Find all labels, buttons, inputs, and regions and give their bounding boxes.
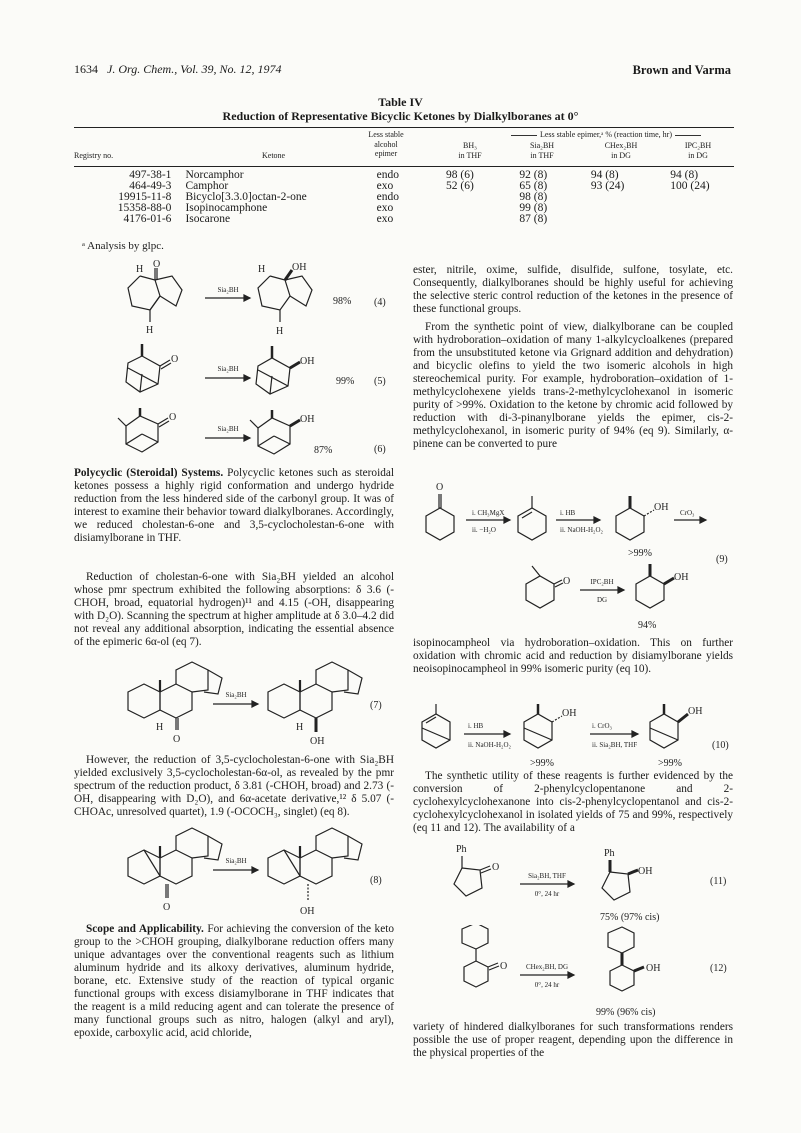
table-cell — [670, 214, 734, 225]
eq5-number: (5) — [374, 376, 386, 387]
eq4-yield: 98% — [333, 296, 352, 307]
paragraph-isopinocampheol: isopinocampheol via hydroboration–oxidation. This on further oxidation with chromic acid and reduction by disiamylborane yields neoisopinocampheol in 99% isomeric purity (eq 10). — [413, 637, 733, 676]
svg-text:O: O — [171, 354, 179, 365]
scheme-eq9 — [410, 476, 740, 636]
eq9-yield2: 94% — [638, 620, 657, 631]
svg-text:OH: OH — [300, 414, 315, 425]
span-rule-right — [675, 135, 701, 136]
table-caption — [0, 95, 801, 123]
paragraph-functional-groups: ester, nitrile, oxime, sulfide, disulfide, sulfone, tosylate, etc. Consequently, dialkylboranes should be highly useful for achieving the selective steric control reduction of the ketones in the presence of these functional groups. — [413, 264, 733, 316]
svg-text:H: H — [276, 326, 284, 337]
svg-text:H: H — [146, 325, 154, 336]
bicyclooctanol-structure — [258, 270, 312, 322]
table-cell: Norcamphor — [185, 169, 244, 181]
eq6-reagent: Sia₂BH — [217, 425, 239, 433]
scheme-eq8 — [100, 826, 400, 921]
table-cell: 52 (6) — [445, 180, 474, 192]
isocarone-structure — [118, 408, 169, 452]
svg-text:OH: OH — [562, 708, 577, 719]
col-header-chex2bh: CHex₂BH in DG — [604, 141, 638, 160]
eq10-yield1: >99% — [530, 758, 554, 769]
table-cell: exo — [376, 180, 394, 192]
svg-text:O: O — [153, 259, 161, 270]
svg-text:O: O — [500, 961, 508, 972]
eq9-step2a: i. HB — [560, 509, 576, 517]
eq10-yield2: >99% — [658, 758, 682, 769]
cyclocholestanol-structure — [268, 828, 362, 900]
scheme-eq4-6 — [110, 258, 410, 463]
trans-methylcyclohexanol-structure — [616, 496, 654, 540]
col-header-sia2bh: Sia₂BH in THF — [529, 141, 555, 160]
methylcyclohexene-structure — [518, 496, 546, 540]
table-row — [74, 192, 734, 203]
isocaranol-structure — [250, 410, 300, 454]
eq6-number: (6) — [374, 444, 386, 455]
eq9-step1b: ii. −H₂O — [472, 526, 496, 534]
table-title: Table IV — [378, 95, 423, 109]
svg-text:O: O — [563, 576, 571, 587]
table-row — [74, 181, 734, 192]
svg-text:H: H — [258, 264, 266, 275]
table-row — [74, 214, 734, 225]
table-cell — [446, 214, 519, 225]
svg-text:Ph: Ph — [604, 848, 615, 859]
paragraph-hindered-dialkylboranes: variety of hindered dialkylboranes for such transformations renders possible the use of proper reagent, depending upon the difference in the physical properties of the — [413, 1021, 733, 1060]
eq4-reagent: Sia₂BH — [217, 286, 239, 294]
svg-text:O: O — [492, 862, 500, 873]
methylcyclohexanone-structure — [526, 566, 563, 608]
paragraph-cholestanone: Reduction of cholestan-6-one with Sia₂BH yielded an alcohol whose pmr spectrum exhibited the following absorptions: δ 3.6 (-CHOH, broad, equatorial hydrogen)¹¹ and 4.15 (-OH, disappearing with D₂O). Scanning the spectrum at higher amplitude at δ 3.0–4.2 did not reveal any additional absorption, indicating the essential absence of the epimeric 6α-ol (eq 7). — [74, 571, 394, 649]
eq6-yield: 87% — [314, 445, 333, 456]
col-header-ketone: Ketone — [262, 151, 286, 160]
camphor-structure — [126, 344, 171, 392]
svg-text:O: O — [436, 482, 444, 493]
span-rule-left — [511, 135, 537, 136]
svg-text:O: O — [163, 902, 171, 913]
data-table — [74, 170, 734, 225]
eq9-step2b: ii. NaOH-H₂O₂ — [560, 526, 603, 534]
svg-text:OH: OH — [674, 572, 689, 583]
scheme-eq11 — [410, 840, 740, 926]
scheme-eq12 — [410, 925, 740, 1020]
eq7-reagent: Sia₂BH — [225, 691, 247, 699]
col-header-alcohol: Less stable alcohol epimer — [368, 130, 404, 158]
table-cell: 92 (8) — [519, 169, 548, 181]
eq10-step2a: i. CrO₃ — [592, 722, 612, 730]
eq11-reagent: Sia₂BH, THF — [528, 872, 566, 880]
eq4-number: (4) — [374, 297, 386, 308]
cis-phenylcyclopentanol-structure — [602, 860, 638, 900]
eq11-number: (11) — [710, 876, 727, 887]
table-cell — [591, 203, 670, 214]
table-cell: 94 (8) — [590, 169, 619, 181]
table-cell: 100 (24) — [670, 180, 710, 192]
table-cell: 497-38-1 — [129, 169, 172, 181]
eq11-yield: 75% (97% cis) — [600, 912, 660, 923]
table-cell: Bicyclo[3.3.0]octan-2-one — [185, 191, 307, 203]
alpha-pinene-structure — [422, 704, 450, 748]
table-top-rule — [74, 127, 734, 128]
svg-text:OH: OH — [646, 963, 661, 974]
cholestanone-structure — [128, 662, 222, 730]
journal-citation: J. Org. Chem., Vol. 39, No. 12, 1974 — [107, 62, 282, 76]
table-cell: exo — [376, 213, 394, 225]
eq9-step3: CrO₃ — [680, 509, 695, 517]
cyclohexylcyclohexanone-structure — [462, 925, 499, 987]
table-footnote: ᵃ Analysis by glpc. — [82, 240, 164, 252]
table-cell: 15358-88-0 — [117, 202, 172, 214]
table-cell: Camphor — [185, 180, 229, 192]
eq10-step2b: ii. Sia₂BH, THF — [592, 741, 638, 749]
table-cell: 93 (24) — [590, 180, 625, 192]
cis-cyclohexylcyclohexanol-structure — [608, 927, 644, 991]
table-subtitle: Reduction of Representative Bicyclic Ketones by Dialkylboranes at 0° — [222, 109, 579, 123]
table-cell: 464-49-3 — [129, 180, 172, 192]
bicyclooctanone-structure — [128, 268, 182, 322]
eq9-reagent2: IPC₂BH — [590, 578, 614, 586]
table-cell — [670, 192, 734, 203]
table-cell: endo — [376, 169, 399, 181]
scheme-eq7 — [100, 660, 400, 752]
svg-text:OH: OH — [300, 906, 315, 917]
paragraph-synthetic: From the synthetic point of view, dialkylborane can be coupled with hydroboration–oxidation of many 1-alkylcycloalkenes (prepared from the unsubstituted ketone via Grignard addition and dehydration) and bicyclic olefins to yield the two isomeric alcohols in high stereochemical purity. For example, hydroboration–oxidation of 1-methylcyclohexene yields trans-2-methylcyclohexanol in isomeric purity of >99%. Oxidation to the ketone by chromic acid followed by reduction with di-3-pinanylborane yields the epimer, cis-2-methylcyclohexanol, in isomeric purity of 94% (eq 9). Similarly, α-pinene can be converted to pure — [413, 321, 733, 451]
table-cell — [591, 214, 670, 225]
neoisopinocampheol-structure — [650, 704, 688, 748]
eq9-solvent2: DG — [596, 596, 608, 604]
eq8-reagent: Sia₂BH — [225, 857, 247, 865]
table-cell — [591, 192, 670, 203]
isoborneol-structure — [256, 346, 300, 394]
isopinocampheol-structure — [524, 704, 562, 748]
svg-text:H: H — [136, 264, 144, 275]
svg-text:OH: OH — [654, 502, 669, 513]
svg-text:O: O — [173, 734, 181, 745]
table-cell: Isopinocamphone — [185, 202, 268, 214]
table-header-rule — [74, 166, 734, 167]
svg-text:OH: OH — [292, 262, 307, 273]
svg-text:H: H — [296, 722, 304, 733]
svg-text:OH: OH — [688, 706, 703, 717]
table-cell: 19915-11-8 — [118, 191, 172, 203]
table-cell: 65 (8) — [519, 180, 548, 192]
eq5-reagent: Sia₂BH — [217, 365, 239, 373]
paragraph-synthetic-utility: The synthetic utility of these reagents is further evidenced by the conversion of 2-phenylcyclopentanone and 2-cyclohexylcyclohexanone into cis-2-phenylcyclopentanol and cis-2-cyclohexylcyclohexanol in isolated yields of 75 and 99%, respectively (eq 11 and 12). The availability of a — [413, 770, 733, 835]
svg-text:O: O — [169, 412, 177, 423]
table-cell: Isocarone — [185, 213, 231, 225]
eq10-number: (10) — [712, 740, 729, 751]
page-number: 1634 — [74, 62, 98, 76]
svg-text:OH: OH — [310, 736, 325, 747]
eq11-conditions: 0°, 24 hr — [534, 890, 560, 898]
eq5-yield: 99% — [336, 376, 355, 387]
svg-text:H: H — [156, 722, 164, 733]
table-cell: endo — [376, 191, 399, 203]
eq9-yield1: >99% — [628, 548, 652, 559]
col-header-bh3: BH₃ in THF — [458, 141, 482, 160]
span-header: Less stable epimer,ᵃ % (reaction time, hr) — [478, 130, 734, 140]
eq12-yield: 99% (96% cis) — [596, 1007, 656, 1018]
table-cell — [446, 192, 519, 203]
table-cell: 4176-01-6 — [123, 213, 172, 225]
table-cell: 87 (8) — [519, 213, 548, 225]
table-row — [74, 170, 734, 181]
eq12-conditions: 0°, 24 hr — [534, 981, 560, 989]
table-cell: 94 (8) — [670, 169, 699, 181]
table-row — [74, 203, 734, 214]
running-header-authors: Brown and Varma — [632, 63, 731, 77]
eq10-step1a: i. HB — [468, 722, 484, 730]
eq9-step1a: i. CH₃MgX — [472, 509, 505, 517]
cyclohexanone-structure — [426, 494, 454, 540]
scheme-eq10 — [410, 700, 740, 770]
cholestanol-structure — [268, 662, 362, 732]
col-header-registry: Registry no. — [74, 151, 114, 160]
table-cell: exo — [376, 202, 394, 214]
eq8-number: (8) — [370, 875, 382, 886]
table-cell: 98 (8) — [519, 191, 548, 203]
table-cell — [670, 203, 734, 214]
paragraph-cyclocholestanone: However, the reduction of 3,5-cyclocholestan-6-one with Sia₂BH yielded exclusively 3,5-cyclocholestan-6α-ol, as revealed by the pmr spectrum of the reduction product, δ 3.81 (-CHOH, broad) and 2.73 (-OH, disappearing with D₂O), and 6α-acetate derivative,¹² δ 5.07 (-CHOAc, unresolved quartet), 1.9 (-OCOCH₃, singlet) (eq 8). — [74, 754, 394, 819]
running-header-left — [74, 62, 282, 77]
svg-text:Ph: Ph — [456, 844, 467, 855]
paragraph-scope: Scope and Applicability. For achieving the conversion of the keto group to the >CHOH grouping, dialkylborane reduction offers many unique advantages over the conventional reagents such as lithium aluminum hydride and its alkoxy derivatives, aluminum hydride, borane, etc. Extensive study of the reaction of typical organic functional groups with excess disiamylborane in THF indicates that the reagent is a mild reducing agent and can tolerate the presence of many functional groups such as nitro, halogen (alkyl and aryl), epoxide, carboxylic acid, acid chloride, — [74, 923, 394, 1040]
table-cell: 99 (8) — [519, 202, 548, 214]
paragraph-polycyclic: Polycyclic (Steroidal) Systems. Polycyclic ketones such as steroidal ketones possess a highly rigid conformation and undergo hydride reduction from the less hindered side of the carbonyl group. It was of interest to examine their behavior toward dialkylboranes. Accordingly, we reduced cholestan-6-one and 3,5-cyclocholestan-6-one with disiamylborane in THF. — [74, 467, 395, 545]
eq12-reagent: CHex₂BH, DG — [525, 963, 569, 971]
eq7-number: (7) — [370, 700, 382, 711]
col-header-ipc2bh: IPC₂BH in DG — [684, 141, 712, 160]
eq10-step1b: ii. NaOH-H₂O₂ — [468, 741, 511, 749]
svg-text:OH: OH — [300, 356, 315, 367]
eq9-number: (9) — [716, 554, 728, 565]
table-cell: 98 (6) — [445, 169, 474, 181]
phenylcyclopentanone-structure — [454, 856, 491, 896]
cyclocholestanone-structure — [128, 828, 222, 898]
svg-text:OH: OH — [638, 866, 653, 877]
table-cell — [446, 203, 519, 214]
cis-methylcyclohexanol-structure — [636, 564, 674, 608]
eq12-number: (12) — [710, 963, 727, 974]
